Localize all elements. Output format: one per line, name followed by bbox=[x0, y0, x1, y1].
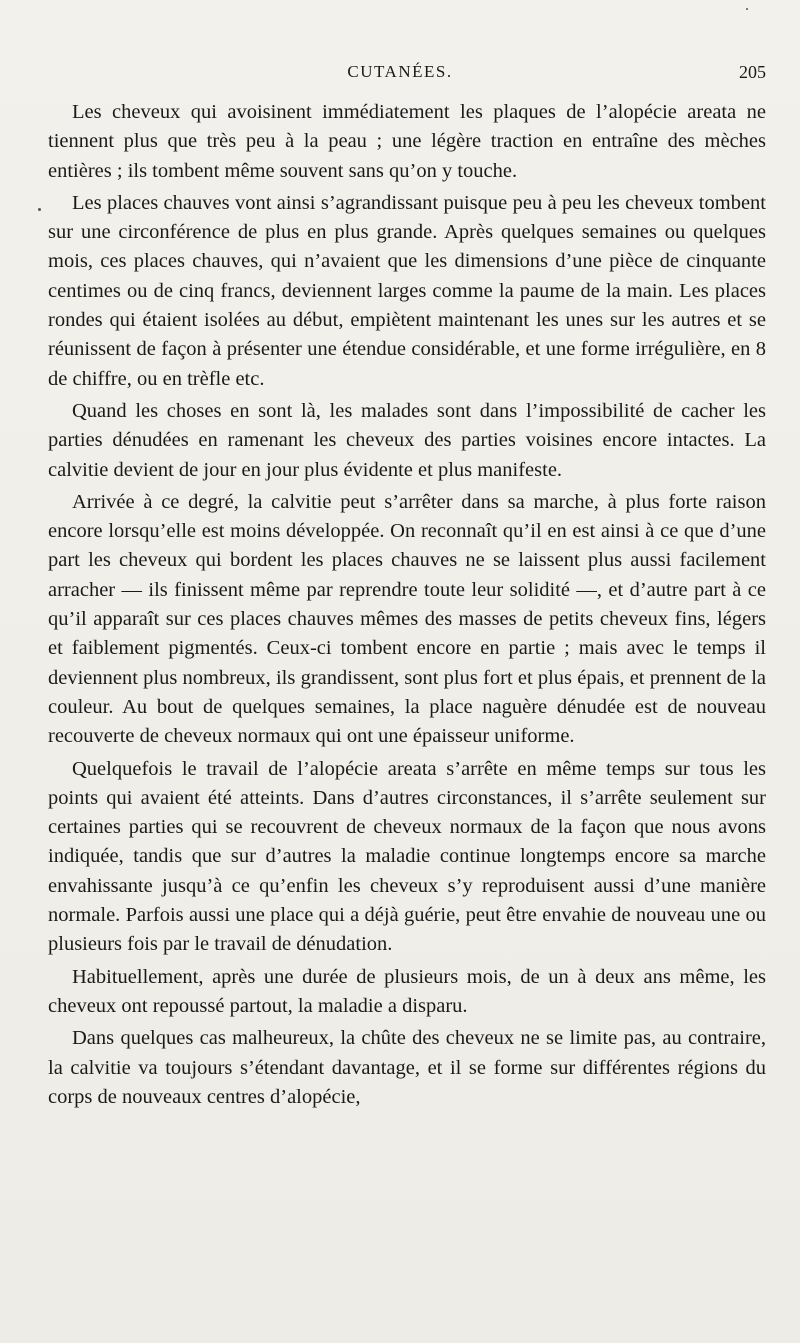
page-number: 205 bbox=[739, 62, 766, 82]
page-header bbox=[0, 62, 800, 86]
paragraph-7: Dans quelques cas malheureux, la chûte des cheveux ne se limite pas, au contraire, la calvitie va toujours s’étendant davantage, et il se forme sur différentes régions du corps de nouveaux centres d’alopécie, bbox=[48, 1027, 766, 1108]
paragraph-3: Quand les choses en sont là, les malades sont dans l’impossibilité de cacher les parties dénudées en ramenant les cheveux des parties voisines encore intactes. La calvitie devient de jour en jour plus évidente et plus manifeste. bbox=[48, 399, 766, 481]
paragraph-6: Habituellement, après une durée de plusieurs mois, de un à deux ans même, les cheveux ont repoussé partout, la maladie a disparu. bbox=[48, 965, 766, 1017]
running-title: CUTANÉES. bbox=[347, 62, 453, 81]
margin-speck bbox=[38, 208, 41, 211]
paragraph-4: Arrivée à ce degré, la calvitie peut s’arrêter dans sa marche, à plus forte raison encore lorsqu’elle est moins développée. On reconnaît qu’il en est ainsi à ce que d’une part les cheveux qui bordent les places chauves ne se laissent plus aussi facilement arracher — ils finissent même par reprendre toute leur solidité —, et d’autre part à ce qu’il apparaît sur ces places chauves mêmes des masses de petits cheveux fins, légers et faiblement pigmentés. Ceux-ci tombent encore en partie ; mais avec le temps il deviennent plus nombreux, ils grandissent, sont plus fort et plus épais, et prennent de la couleur. Au bout de quelques semaines, la place naguère dénudée est de nouveau recouverte de cheveux normaux qui ont une épaisseur uniforme. bbox=[48, 490, 766, 748]
body-text bbox=[48, 98, 766, 1115]
paragraph-5: Quelquefois le travail de l’alopécie areata s’arrête en même temps sur tous les points qui avaient été atteints. Dans d’autres circonstances, il s’arrête seulement sur certaines parties qui se recouvrent de cheveux normaux de la façon que nous avons indiquée, tandis que sur d’autres la maladie continue longtemps encore sa marche envahissante jusqu’à ce qu’enfin les cheveux s’y reproduisent aussi d’une manière normale. Parfois aussi une place qui a déjà guérie, peut être envahie de nouveau une ou plusieurs fois par le travail de dénudation. bbox=[48, 757, 766, 956]
paragraph-2: Les places chauves vont ainsi s’agrandissant puisque peu à peu les cheveux tombent sur une circonférence de plus en plus grande. Après quelques semaines ou quelques mois, ces places chauves, qui n’avaient que les dimensions d’une pièce de cinquante centimes ou de cinq francs, deviennent larges comme la paume de la main. Les places rondes qui étaient isolées au début, empiètent maintenant les unes sur les autres et se réunissent de façon à présenter une étendue considérable, et une forme irrégulière, en 8 de chiffre, ou en trèfle etc. bbox=[48, 191, 766, 390]
margin-speck bbox=[746, 8, 748, 10]
paragraph-1: Les cheveux qui avoisinent immédiatement les plaques de l’alopécie areata ne tiennent plus que très peu à la peau ; une légère traction en entraîne des mèches entières ; ils tombent même souvent sans qu’on y touche. bbox=[48, 101, 766, 182]
